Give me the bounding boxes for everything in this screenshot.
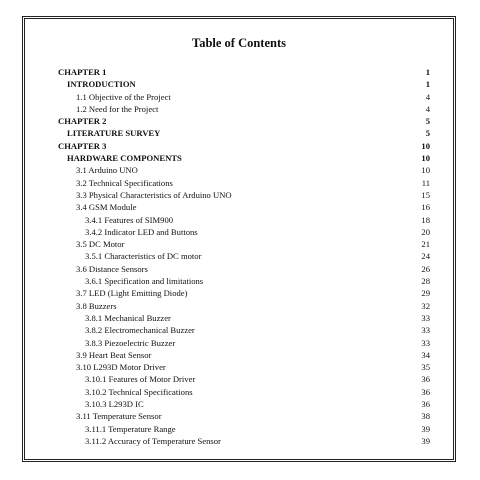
toc-entry [58, 423, 430, 435]
toc-entry [58, 300, 430, 312]
toc-entry-label: 1.2 Need for the Project [76, 103, 159, 114]
toc-entry-page-number: 36 [421, 399, 430, 410]
toc-entry-label: 3.3 Physical Characteristics of Arduino UNO [76, 189, 232, 200]
toc-entry [58, 263, 430, 275]
toc-entry [58, 410, 430, 422]
toc-entry-page-number: 32 [421, 300, 430, 311]
toc-entry [58, 226, 430, 238]
toc-entry [58, 287, 430, 299]
toc-entry-label: 3.6 Distance Sensors [76, 263, 148, 274]
toc-entry-page-number: 4 [425, 91, 430, 102]
toc-entry-label: 3.4 GSM Module [76, 202, 137, 213]
toc-entry-page-number: 20 [421, 226, 430, 237]
toc-entry-label: 3.5 DC Motor [76, 239, 125, 250]
toc-entry-label: CHAPTER 2 [58, 116, 107, 127]
toc-entry-page-number: 33 [421, 337, 430, 348]
toc-entry-page-number: 4 [425, 103, 430, 114]
toc-entry-page-number: 26 [421, 263, 430, 274]
toc-entry-page-number: 11 [421, 177, 430, 188]
toc-entry-label: 3.10 L293D Motor Driver [76, 362, 166, 373]
toc-entry [58, 103, 430, 115]
toc-entry-label: CHAPTER 1 [58, 67, 107, 77]
toc-entry [58, 275, 430, 287]
toc-entry [58, 91, 430, 103]
toc-entry-label: HARDWARE COMPONENTS [67, 153, 182, 164]
toc-entry-label: LITERATURE SURVEY [67, 128, 161, 139]
toc-entry-page-number: 10 [421, 153, 430, 164]
toc-entry [58, 373, 430, 385]
toc-entry-page-number: 33 [421, 325, 430, 336]
toc-entry-label: CHAPTER 3 [58, 140, 107, 151]
toc-entry-page-number: 5 [425, 128, 430, 139]
toc-entry [58, 361, 430, 373]
toc-entry [58, 152, 430, 164]
toc-entry-label: 3.8 Buzzers [76, 300, 117, 311]
toc-entry-label: 3.8.3 Piezoelectric Buzzer [85, 337, 176, 348]
toc-entry [58, 115, 430, 127]
toc-entry-page-number: 33 [421, 312, 430, 323]
toc-entry-label: 3.11.1 Temperature Range [85, 423, 176, 434]
toc-entry-page-number: 39 [421, 435, 430, 446]
toc-entry-label: 3.6.1 Specification and limitations [85, 276, 204, 287]
toc-entry-page-number: 28 [421, 276, 430, 287]
toc-entry-page-number: 18 [421, 214, 430, 225]
document-page [22, 16, 456, 462]
toc-entry [58, 312, 430, 324]
toc-entry [58, 386, 430, 398]
toc-entry-page-number: 15 [421, 189, 430, 200]
toc-entry [58, 238, 430, 250]
toc-entry-page-number: 38 [421, 411, 430, 422]
toc-entry-label: 3.11 Temperature Sensor [76, 411, 162, 422]
toc-entry-label: 3.10.2 Technical Specifications [85, 386, 193, 397]
toc-entry-page-number: 34 [421, 349, 430, 360]
toc-entry-label: 3.1 Arduino UNO [76, 165, 138, 176]
toc-entry-label: INTRODUCTION [67, 79, 136, 90]
toc-entry-label: 3.4.1 Features of SIM900 [85, 214, 174, 225]
toc-entry-label: 3.10.1 Features of Motor Driver [85, 374, 196, 385]
toc-entry-label: 3.2 Technical Specifications [76, 177, 173, 188]
toc-entry-page-number: 24 [421, 251, 430, 262]
toc-entry-label: 3.8.2 Electromechanical Buzzer [85, 325, 195, 336]
toc-list [58, 66, 430, 447]
toc-entry-page-number: 1 [425, 67, 430, 77]
toc-entry-label: 3.4.2 Indicator LED and Buttons [85, 226, 198, 237]
toc-entry-page-number: 35 [421, 362, 430, 373]
toc-entry [58, 140, 430, 152]
toc-entry-page-number: 36 [421, 386, 430, 397]
toc-entry [58, 398, 430, 410]
toc-entry [58, 214, 430, 226]
toc-entry [58, 349, 430, 361]
toc-entry [58, 78, 430, 90]
toc-entry-label: 3.10.3 L293D IC [85, 399, 144, 410]
toc-entry [58, 201, 430, 213]
toc-entry-page-number: 10 [421, 140, 430, 151]
toc-entry-page-number: 36 [421, 374, 430, 385]
toc-entry [58, 66, 430, 78]
toc-entry-page-number: 1 [425, 79, 430, 90]
page-title: Table of Contents [192, 36, 286, 50]
toc-entry [58, 127, 430, 139]
toc-entry [58, 250, 430, 262]
toc-entry-label: 3.7 LED (Light Emitting Diode) [76, 288, 188, 299]
toc-entry [58, 435, 430, 447]
toc-entry-label: 3.9 Heart Beat Sensor [76, 349, 152, 360]
toc-entry-page-number: 29 [421, 288, 430, 299]
toc-entry [58, 324, 430, 336]
toc-entry-page-number: 39 [421, 423, 430, 434]
toc-entry-label: 3.11.2 Accuracy of Temperature Sensor [85, 435, 221, 446]
toc-entry-page-number: 10 [421, 165, 430, 176]
toc-entry [58, 337, 430, 349]
toc-entry [58, 164, 430, 176]
toc-entry-page-number: 21 [421, 239, 430, 250]
toc-entry [58, 177, 430, 189]
toc-entry [58, 189, 430, 201]
toc-entry-label: 3.8.1 Mechanical Buzzer [85, 312, 171, 323]
toc-entry-page-number: 5 [425, 116, 430, 127]
toc-entry-label: 3.5.1 Characteristics of DC motor [85, 251, 202, 262]
toc-entry-label: 1.1 Objective of the Project [76, 91, 171, 102]
toc-entry-page-number: 16 [421, 202, 430, 213]
